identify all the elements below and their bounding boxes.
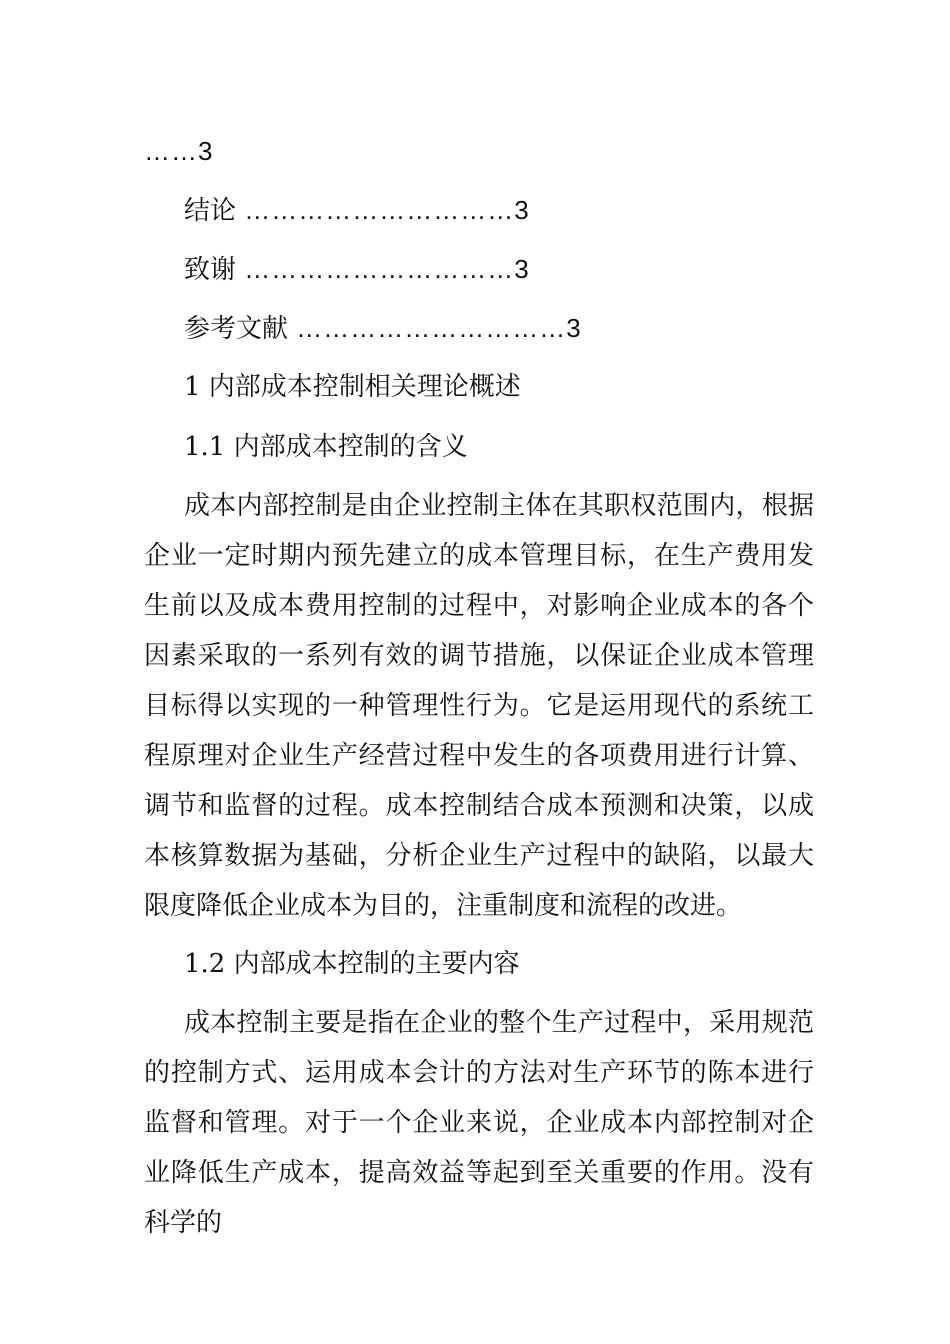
section-1-1-heading: 1.1 内部成本控制的含义 xyxy=(184,432,468,462)
section-1-2-body: 成本控制主要是指在企业的整个生产过程中，采用规范的控制方式、运用成本会计的方法对生产环节的陈本进行监督和管理。对于一个企业来说，企业成本内部控制对企业降低生产成本，提高效益等起到至关重要的作用。没有科学的 xyxy=(144,1008,814,1238)
toc-entry-conclusion[interactable] xyxy=(184,193,530,227)
toc-entry-acknowledgements[interactable] xyxy=(184,252,530,286)
section-1-2-heading: 1.2 内部成本控制的主要内容 xyxy=(184,949,520,979)
toc-entry-leader: …………………………3 xyxy=(244,254,530,284)
section-1-1-body: 成本内部控制是由企业控制主体在其职权范围内，根据企业一定时期内预先建立的成本管理目标，在生产费用发生前以及成本费用控制的过程中，对影响企业成本的各个因素采取的一系列有效的调节措施，以保证企业成本管理目标得以实现的一种管理性行为。它是运用现代的系统工程原理对企业生产经营过程中发生的各项费用进行计算、调节和监督的过程。成本控制结合成本预测和决策，以成本核算数据为基础，分析企业生产过程中的缺陷，以最大限度降低企业成本为目的，注重制度和流程的改进。 xyxy=(144,491,814,921)
toc-entry-label: 结论 xyxy=(184,196,237,226)
toc-entry-references[interactable] xyxy=(184,311,582,345)
toc-entry-leader: …………………………3 xyxy=(244,195,530,225)
toc-entry-leader: …………………………3 xyxy=(296,313,582,343)
toc-entry-label: 致谢 xyxy=(184,255,237,285)
toc-entry-label: 参考文献 xyxy=(184,314,289,344)
toc-continuation: ……3 xyxy=(144,136,214,166)
section-1-heading: 1 内部成本控制相关理论概述 xyxy=(184,372,521,402)
